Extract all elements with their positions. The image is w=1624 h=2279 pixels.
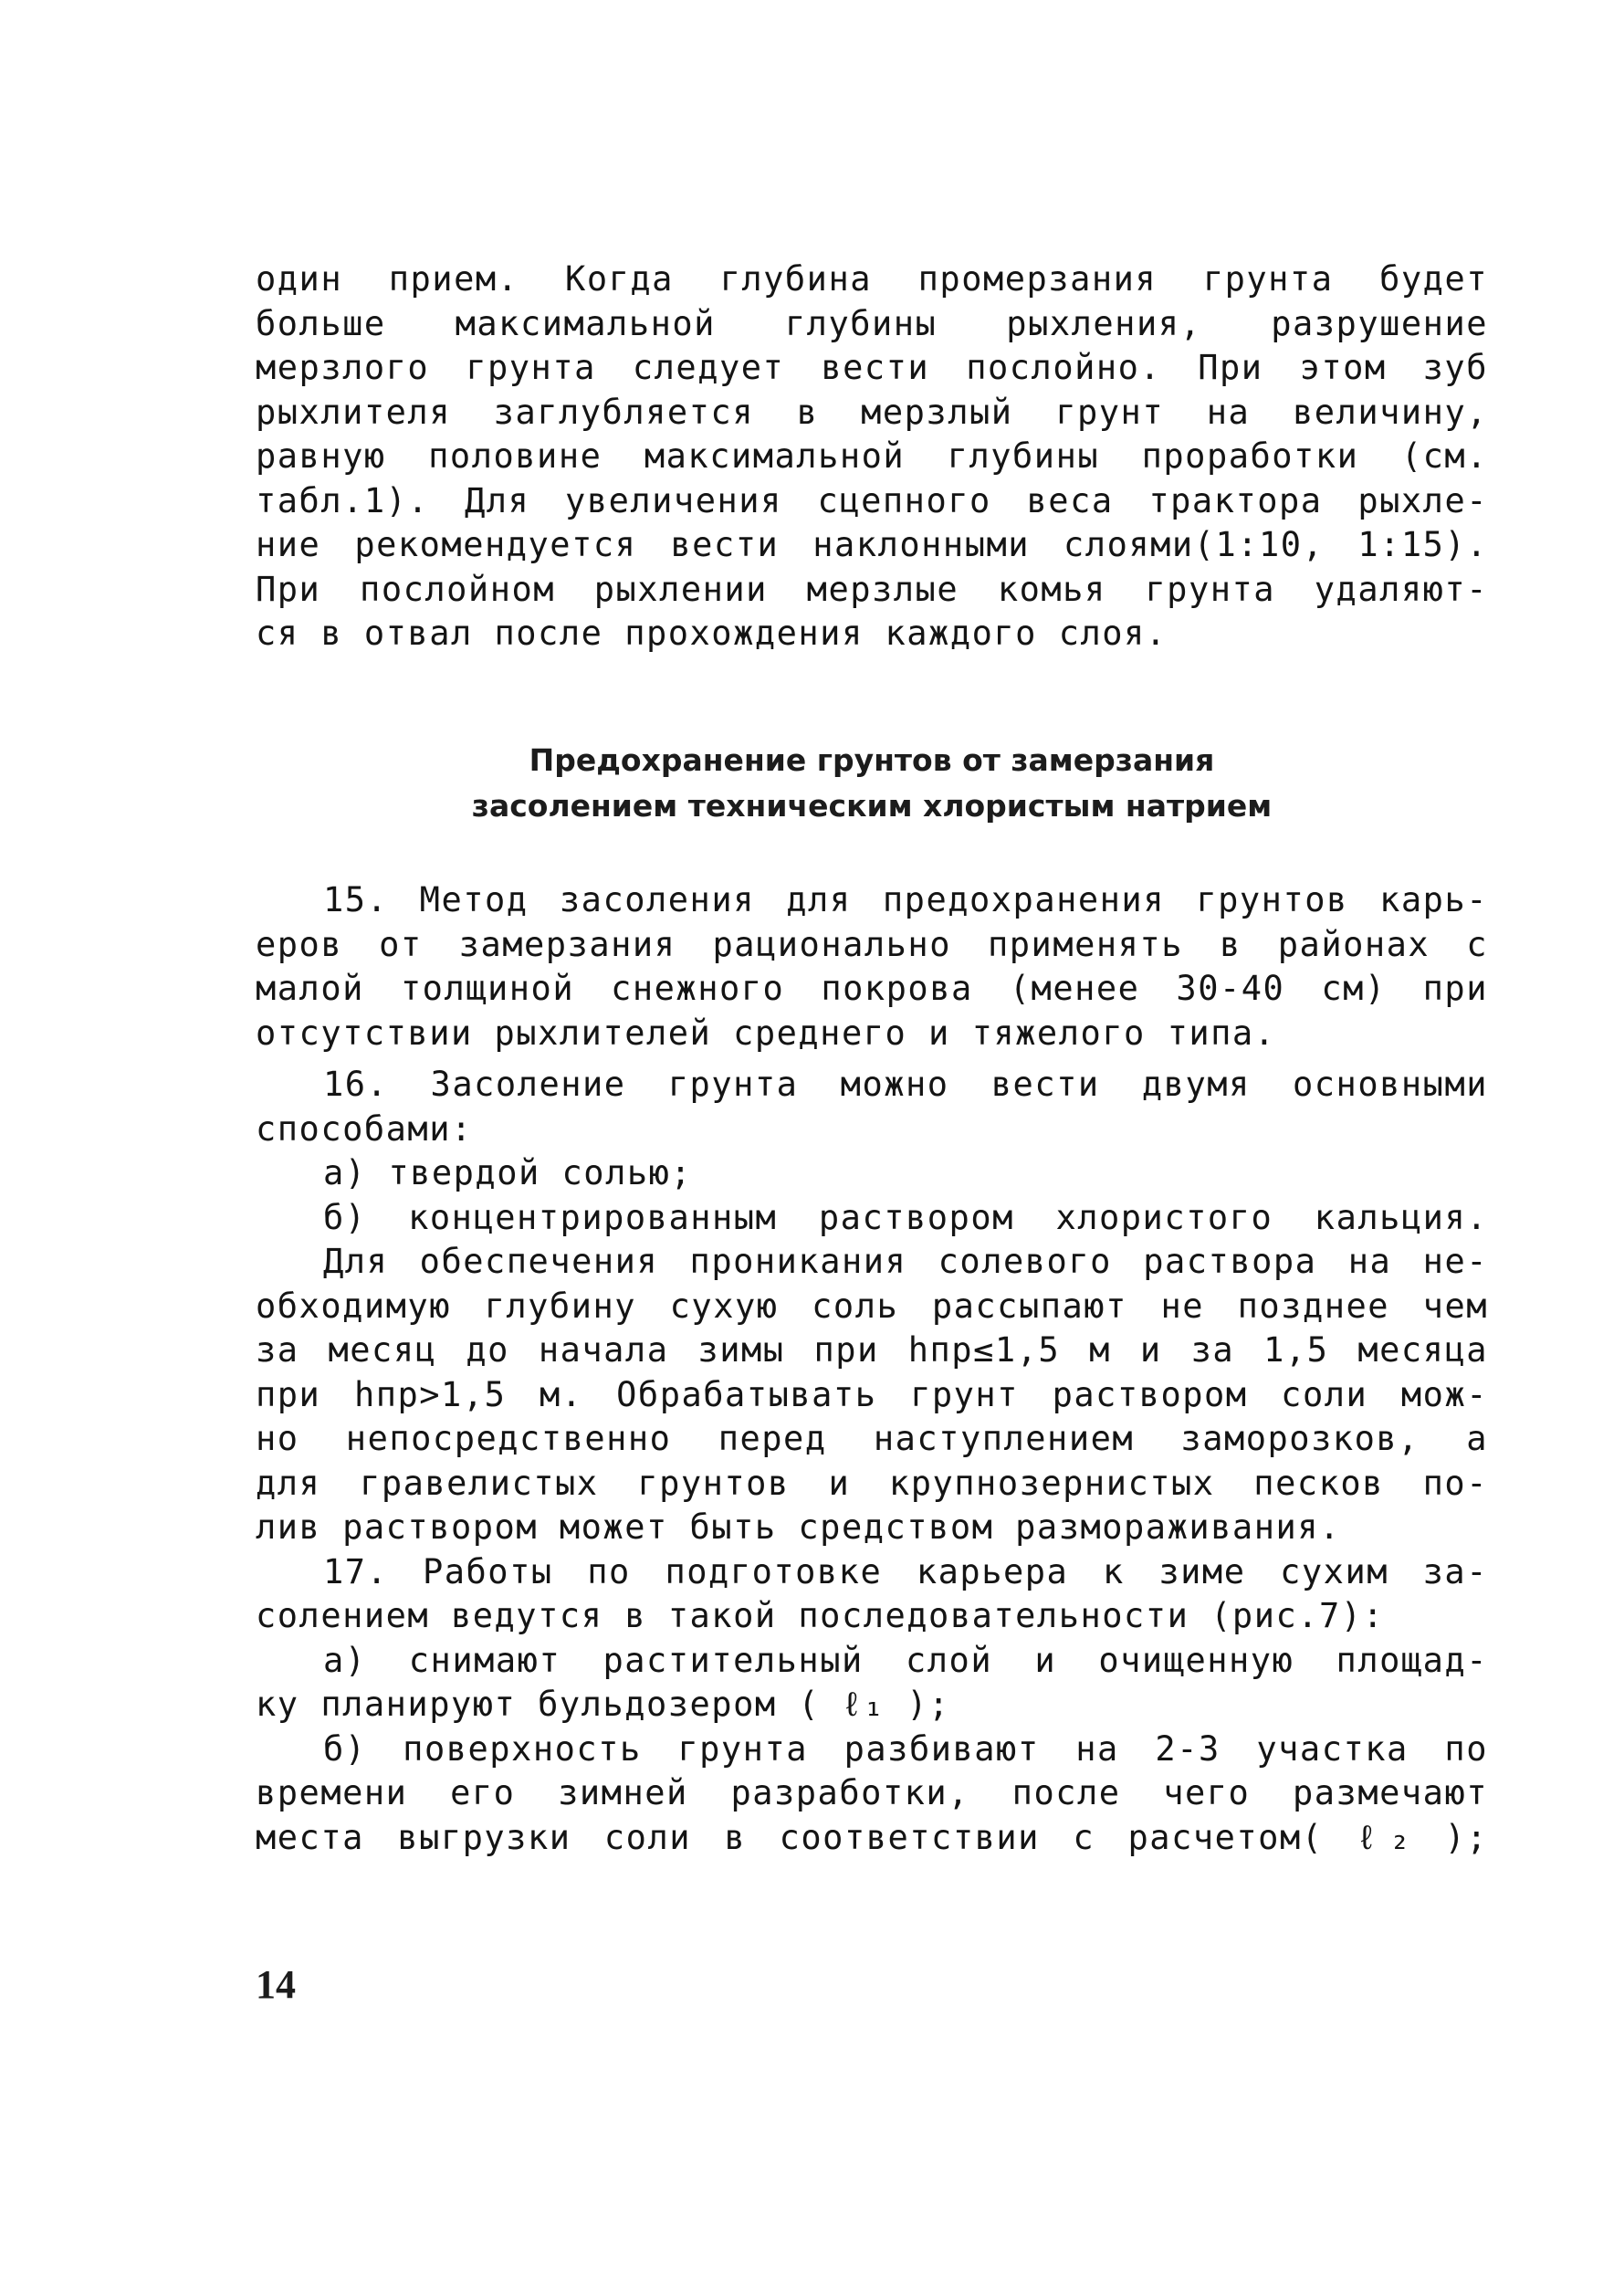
- text-line: табл.1). Для увеличения сцепного веса трактора рыхле-: [256, 480, 1488, 520]
- list-item: б) поверхность грунта разбивают на 2-3 участка по: [323, 1728, 1488, 1769]
- text-line: для гравелистых грунтов и крупнозернистых песков по-: [256, 1463, 1488, 1503]
- section-heading-line: засолением техническим хлористым натрием: [471, 788, 1273, 824]
- text-line: рыхлителя заглубляется в мерзлый грунт на величину,: [256, 392, 1488, 432]
- text-line: ся в отвал после прохождения каждого слоя.: [256, 614, 1168, 653]
- text-line: 15. Метод засоления для предохранения грунтов карь-: [323, 880, 1488, 919]
- text-line: равную половине максимальной глубины проработки (см.: [256, 436, 1488, 476]
- intro-paragraph: [256, 257, 1488, 656]
- text-line: мерзлого грунта следует вести послойно. При этом зуб: [256, 348, 1488, 387]
- text-line: при hпр>1,5 м. Обрабатывать грунт раствором соли мож-: [256, 1374, 1488, 1414]
- text-line: лив раствором может быть средством размораживания.: [256, 1507, 1341, 1547]
- text-line: больше максимальной глубины рыхления, разрушение: [256, 303, 1488, 343]
- text-line: солением ведутся в такой последовательности (рис.7):: [256, 1596, 1385, 1635]
- text-line: способами:: [256, 1108, 473, 1149]
- text-line: При послойном рыхлении мерзлые комья грунта удаляют-: [256, 569, 1488, 609]
- text-line: один прием. Когда глубина промерзания грунта будет: [256, 259, 1488, 299]
- paragraph-17: [256, 1550, 1488, 1861]
- text-line: ку планируют бульдозером ( ℓ₁ );: [256, 1685, 950, 1724]
- list-item: а) твердой солью;: [323, 1153, 693, 1192]
- text-line: но непосредственно перед наступлением заморозков, а: [256, 1419, 1488, 1458]
- section-heading: [256, 738, 1488, 829]
- text-line: места выгрузки соли в соответствии с расчетом( ℓ₂ );: [256, 1817, 1488, 1857]
- section-heading-line: Предохранение грунтов от замерзания: [529, 742, 1215, 778]
- page-number: 14: [256, 1962, 296, 2007]
- list-item: а) снимают растительный слой и очищенную площад-: [323, 1640, 1488, 1680]
- text-line: Для обеспечения проникания солевого раствора на не-: [323, 1242, 1488, 1281]
- body-text: [256, 878, 1488, 1860]
- text-line: времени его зимней разработки, после чего размечают: [256, 1773, 1488, 1812]
- text-line: обходимую глубину сухую соль рассыпают не позднее чем: [256, 1286, 1488, 1326]
- text-line: отсутствии рыхлителей среднего и тяжелого типа.: [256, 1013, 1276, 1053]
- list-item: б) концентрированным раствором хлористого кальция.: [323, 1197, 1488, 1237]
- paragraph-15: [256, 878, 1488, 1055]
- text-line: 17. Работы по подготовке карьера к зиме сухим за-: [323, 1551, 1488, 1591]
- text-line: ние рекомендуется вести наклонными слоями(1:10, 1:15).: [256, 525, 1488, 564]
- text-line: малой толщиной снежного покрова (менее 30-40 см) при: [256, 969, 1488, 1008]
- text-line: 16. Засоление грунта можно вести двумя основными: [323, 1065, 1488, 1104]
- paragraph-16: [256, 1063, 1488, 1550]
- text-line: за месяц до начала зимы при hпр≤1,5 м и за 1,5 месяца: [256, 1330, 1488, 1370]
- text-line: еров от замерзания рационально применять в районах с: [256, 924, 1488, 964]
